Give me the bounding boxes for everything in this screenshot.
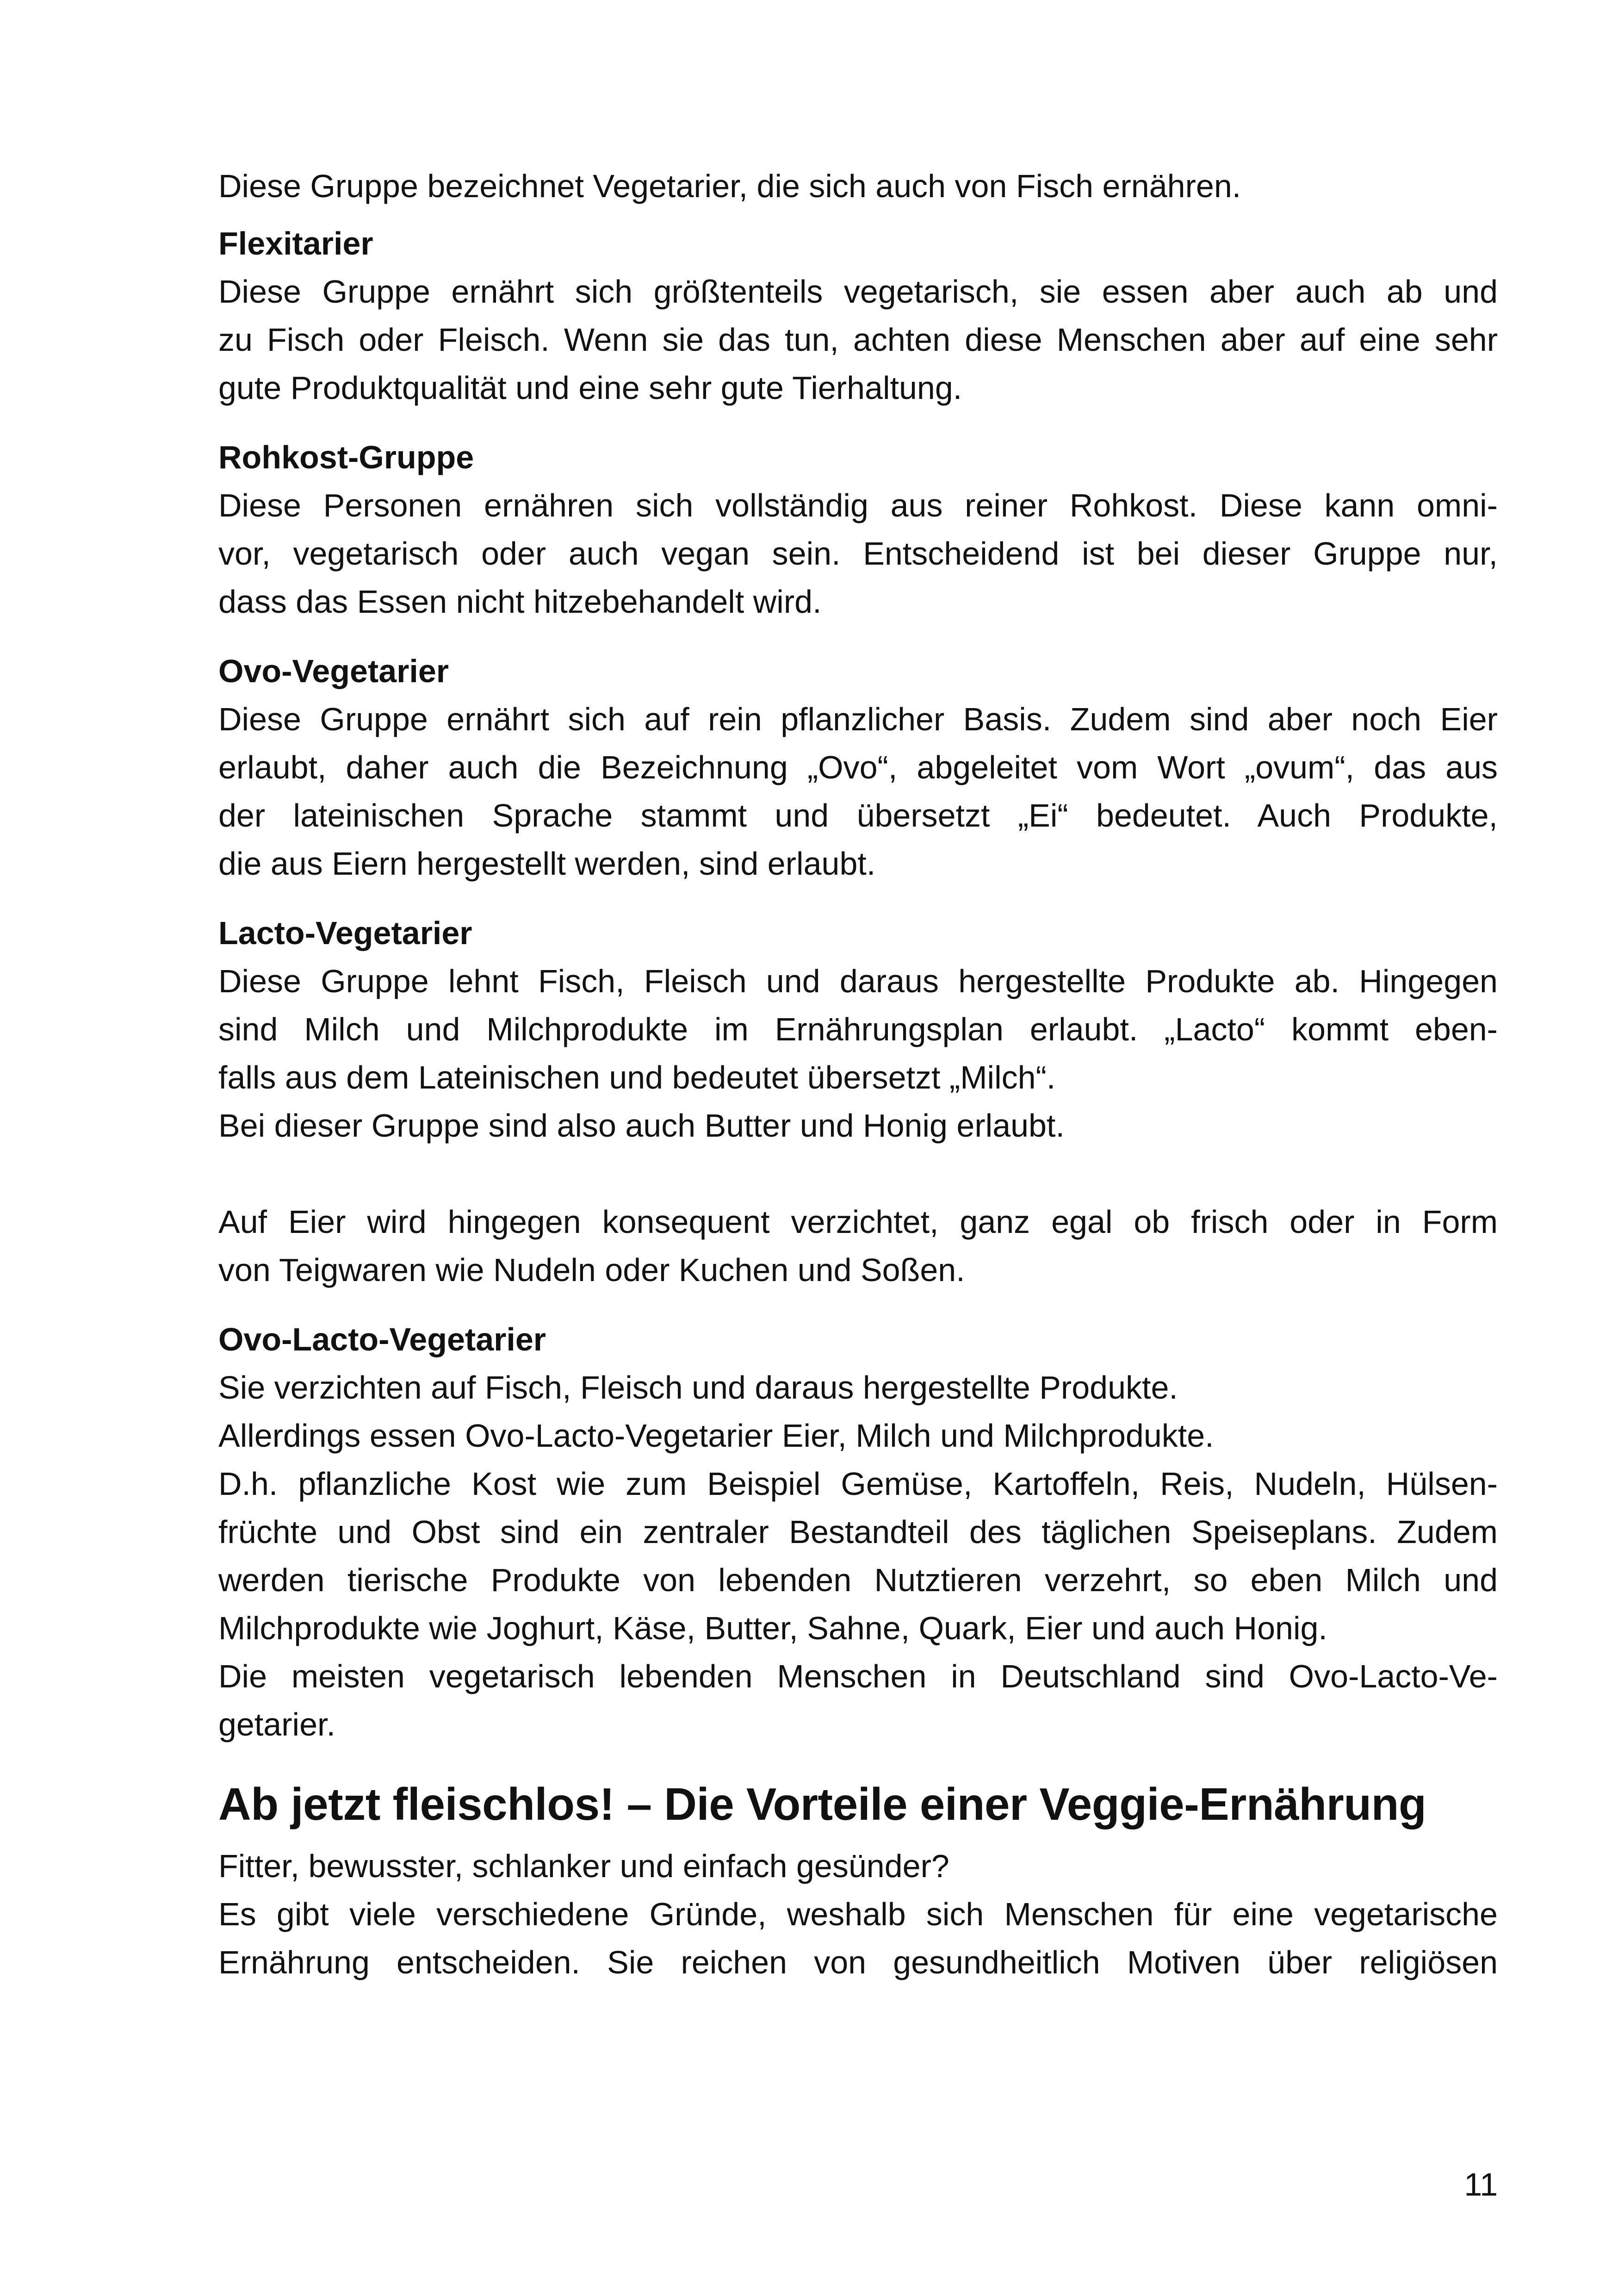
section-body-flexitarier <box>218 268 1498 412</box>
section-body-lacto-continued <box>218 1198 1498 1294</box>
text-line: D.h. pflanzliche Kost wie zum Beispiel Gemüse, Kartoffeln, Reis, Nudeln, Hülsen- <box>218 1466 1498 1502</box>
main-section-body <box>218 1842 1498 1986</box>
text-line: früchte und Obst sind ein zentraler Bestandteil des täglichen Speiseplans. Zudem <box>218 1514 1498 1550</box>
section-body-ovo-lacto <box>218 1363 1498 1748</box>
text-line: Sie verzichten auf Fisch, Fleisch und daraus hergestellte Produkte. <box>218 1369 1178 1406</box>
section-heading-ovo-lacto: Ovo-Lacto-Vegetarier <box>218 1321 546 1357</box>
text-line: Diese Personen ernähren sich vollständig aus reiner Rohkost. Diese kann omni- <box>218 487 1498 523</box>
text-line: dass das Essen nicht hitzebehandelt wird. <box>218 584 822 620</box>
text-line: sind Milch und Milchprodukte im Ernährungsplan erlaubt. „Lacto“ kommt eben- <box>218 1011 1498 1047</box>
section-body-lacto <box>218 957 1498 1150</box>
section-body-rohkost <box>218 481 1498 626</box>
text-line: die aus Eiern hergestellt werden, sind erlaubt. <box>218 846 876 882</box>
main-section-heading: Ab jetzt fleischlos! – Die Vorteile einer Veggie-Ernährung <box>218 1779 1426 1829</box>
text-line: Ernährung entscheiden. Sie reichen von gesundheitlich Motiven über religiösen <box>218 1944 1498 1980</box>
text-line: Fitter, bewusster, schlanker und einfach gesünder? <box>218 1848 949 1884</box>
text-line: erlaubt, daher auch die Bezeichnung „Ovo“, abgeleitet vom Wort „ovum“, das aus <box>218 749 1498 785</box>
text-line: der lateinischen Sprache stammt und übersetzt „Ei“ bedeutet. Auch Produkte, <box>218 797 1498 834</box>
text-line: Allerdings essen Ovo-Lacto-Vegetarier Eier, Milch und Milchprodukte. <box>218 1418 1214 1454</box>
text-line: Bei dieser Gruppe sind also auch Butter und Honig erlaubt. <box>218 1108 1065 1144</box>
section-heading-rohkost: Rohkost-Gruppe <box>218 439 474 475</box>
text-line: gute Produktqualität und eine sehr gute Tierhaltung. <box>218 370 962 406</box>
page-content <box>218 162 1498 1986</box>
blank-line <box>218 1150 1498 1198</box>
section-heading-flexitarier: Flexitarier <box>218 225 373 261</box>
text-line: zu Fisch oder Fleisch. Wenn sie das tun, achten diese Menschen aber auf eine sehr <box>218 322 1498 358</box>
text-line: von Teigwaren wie Nudeln oder Kuchen und Soßen. <box>218 1252 965 1288</box>
text-line: Die meisten vegetarisch lebenden Menschen in Deutschland sind Ovo-Lacto-Ve- <box>218 1658 1498 1694</box>
text-line: Diese Gruppe lehnt Fisch, Fleisch und daraus hergestellte Produkte ab. Hingegen <box>218 963 1498 999</box>
text-line: Diese Gruppe ernährt sich größtenteils vegetarisch, sie essen aber auch ab und <box>218 274 1498 310</box>
text-line: vor, vegetarisch oder auch vegan sein. Entscheidend ist bei dieser Gruppe nur, <box>218 535 1498 572</box>
text-line: Auf Eier wird hingegen konsequent verzichtet, ganz egal ob frisch oder in Form <box>218 1204 1498 1240</box>
page-number: 11 <box>1464 2166 1498 2203</box>
text-line: Diese Gruppe ernährt sich auf rein pflanzlicher Basis. Zudem sind aber noch Eier <box>218 701 1498 737</box>
section-body-ovo <box>218 695 1498 888</box>
section-heading-lacto: Lacto-Vegetarier <box>218 915 472 951</box>
section-heading-ovo: Ovo-Vegetarier <box>218 653 449 689</box>
text-line: falls aus dem Lateinischen und bedeutet übersetzt „Milch“. <box>218 1059 1056 1095</box>
intro-paragraph: Diese Gruppe bezeichnet Vegetarier, die sich auch von Fisch ernähren. <box>218 168 1241 204</box>
text-line: Milchprodukte wie Joghurt, Käse, Butter, Sahne, Quark, Eier und auch Honig. <box>218 1610 1327 1646</box>
text-line: getarier. <box>218 1706 335 1742</box>
text-line: Es gibt viele verschiedene Gründe, weshalb sich Menschen für eine vegetarische <box>218 1896 1498 1932</box>
text-line: werden tierische Produkte von lebenden Nutztieren verzehrt, so eben Milch und <box>218 1562 1498 1598</box>
